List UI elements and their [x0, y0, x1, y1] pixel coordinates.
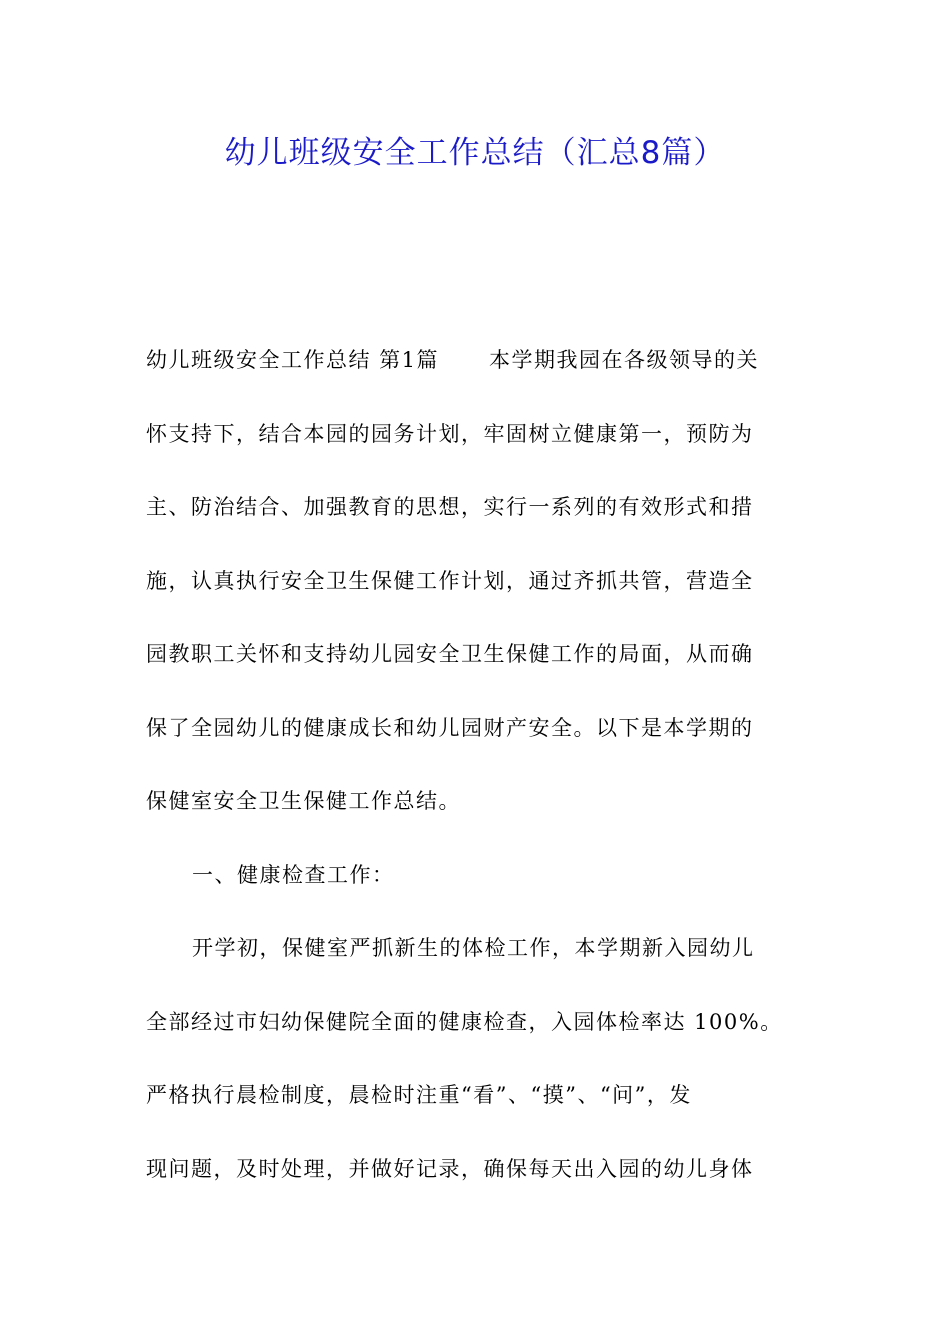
- section-heading-inline: 幼儿班级安全工作总结 第1篇: [146, 348, 440, 372]
- document-title: 幼儿班级安全工作总结（汇总8篇）: [224, 135, 726, 171]
- paragraph-line: 怀支持下，结合本园的园务计划，牢固树立健康第一，预防为: [146, 421, 754, 446]
- paragraph-line: 主、防治结合、加强教育的思想，实行一系列的有效形式和措: [146, 495, 754, 519]
- paragraph-line: [146, 324, 808, 398]
- paragraph-line: 保了全园幼儿的健康成长和幼儿园财产安全。以下是本学期的: [146, 715, 754, 740]
- paragraph-text: 本学期我园在各级领导的关: [489, 348, 760, 372]
- section-heading: 一、健康检查工作：: [192, 862, 395, 887]
- paragraph-line: 严格执行晨检制度，晨检时注重“看”、“摸”、“问”，发: [146, 1083, 692, 1107]
- paragraph-line: 现问题，及时处理，并做好记录，确保每天出入园的幼儿身体: [146, 1156, 754, 1181]
- paragraph-1: [146, 324, 808, 1206]
- paragraph-line: 开学初，保健室严抓新生的体检工作，本学期新入园幼儿: [192, 936, 755, 960]
- paragraph-line: 园教职工关怀和支持幼儿园安全卫生保健工作的局面，从而确: [146, 642, 754, 666]
- paragraph-line: 全部经过市妇幼保健院全面的健康检查，入园体检率达 100%。: [146, 1009, 783, 1034]
- paragraph-line: 保健室安全卫生保健工作总结。: [146, 789, 461, 813]
- paragraph-line: 施，认真执行安全卫生保健工作计划，通过齐抓共管，营造全: [146, 568, 754, 593]
